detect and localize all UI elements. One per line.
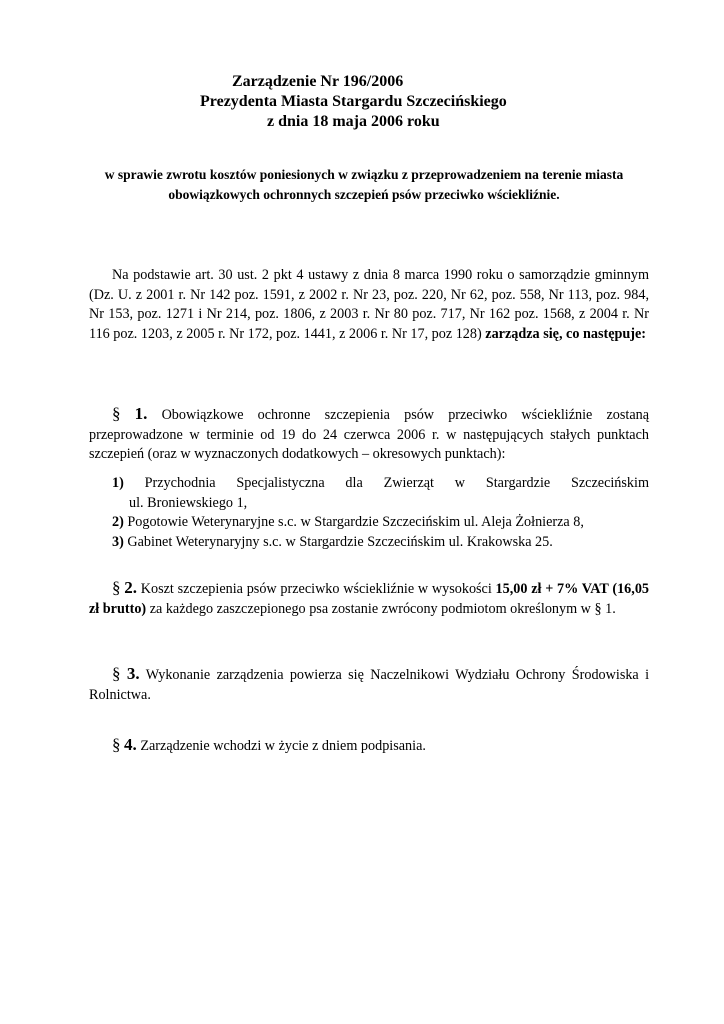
section-2-amount: 15,00 zł + 7% VAT (16,05 zł brutto) [89, 581, 650, 617]
section-2-sign: § [112, 578, 121, 597]
section-2-text-after: za każdego zaszczepionego psa zostanie zwrócony podmiotom określonym w § 1. [146, 600, 616, 617]
list-item [112, 533, 649, 553]
section-3-sign: § [112, 664, 121, 683]
section-1-sign: § [112, 404, 121, 423]
section-4-sign: § [112, 735, 121, 754]
list-item-1-line1: Przychodnia Specjalistyczna dla Zwierząt w Stargardzie Szczecińskim [144, 475, 649, 491]
list-item-1-line2: ul. Broniewskiego 1, [129, 494, 248, 511]
list-item-3-text: Gabinet Weterynaryjny s.c. w Stargardzie Szczecińskim ul. Krakowska 25. [127, 533, 553, 550]
section-1-number: 1. [134, 404, 148, 423]
section-1-text: Obowiązkowe ochronne szczepienia psów przeciwko wściekliźnie zostaną przeprowadzone w terminie od 19 do 24 czerwca 2006 r. w następujących stałych punktach szczepień (oraz w wyznaczonych dodatkowych – okresowych punktach): [89, 407, 650, 462]
legal-basis-text: Na podstawie art. 30 ust. 2 pkt 4 ustawy z dnia 8 marca 1990 roku o samorządzie gminnym (Dz. U. z 2001 r. Nr 142 poz. 1591, z 2002 r. Nr 23, poz. 220, Nr 62, poz. 558, Nr 113, poz. 984, Nr 153, poz. 1271 i Nr 214, poz. 1806, z 2003 r. Nr 80 poz. 717, Nr 162 poz. 1568, z 2004 r. Nr 116 poz. 1203, z 2005 r. Nr 172, poz. 1441, z 2006 r. Nr 17, poz 128) [89, 267, 649, 342]
section-4-number: 4. [124, 735, 137, 754]
ordains-text: zarządza się, co następuje: [485, 325, 647, 342]
document-subject [70, 165, 658, 205]
section-2 [89, 578, 649, 619]
list-item-2-number: 2) [112, 514, 124, 530]
list-item-2-text: Pogotowie Weterynaryjne s.c. w Stargardzie Szczecińskim ul. Aleja Żołnierza 8, [127, 514, 584, 530]
subject-line-1: w sprawie zwrotu kosztów poniesionych w związku z przeprowadzeniem na terenie miasta [104, 167, 624, 182]
legal-basis-paragraph [89, 266, 649, 344]
section-4-text: Zarządzenie wchodzi w życie z dniem podpisania. [140, 738, 426, 754]
list-item [112, 474, 649, 513]
subject-line-2: obowiązkowych ochronnych szczepień psów przeciwko wściekliźnie. [168, 187, 560, 202]
title-line-order-number: Zarządzenie Nr 196/2006 [232, 73, 404, 90]
section-4 [89, 735, 649, 757]
section-3 [89, 664, 649, 705]
list-item-3-number: 3) [112, 533, 124, 550]
vaccination-points-list [112, 474, 649, 552]
section-3-text: Wykonanie zarządzenia powierza się Naczelnikowi Wydziału Ochrony Środowiska i Rolnictwa. [89, 667, 650, 703]
title-line-date: z dnia 18 maja 2006 roku [267, 113, 440, 130]
list-item-1-number: 1) [112, 475, 124, 491]
title-line-issuer: Prezydenta Miasta Stargardu Szczecińskiego [200, 93, 507, 110]
list-item [112, 513, 649, 533]
section-3-number: 3. [126, 664, 140, 683]
section-2-number: 2. [124, 578, 137, 597]
section-1 [89, 404, 649, 465]
section-2-text-before: Koszt szczepienia psów przeciwko wściekliźnie w wysokości [140, 581, 496, 597]
